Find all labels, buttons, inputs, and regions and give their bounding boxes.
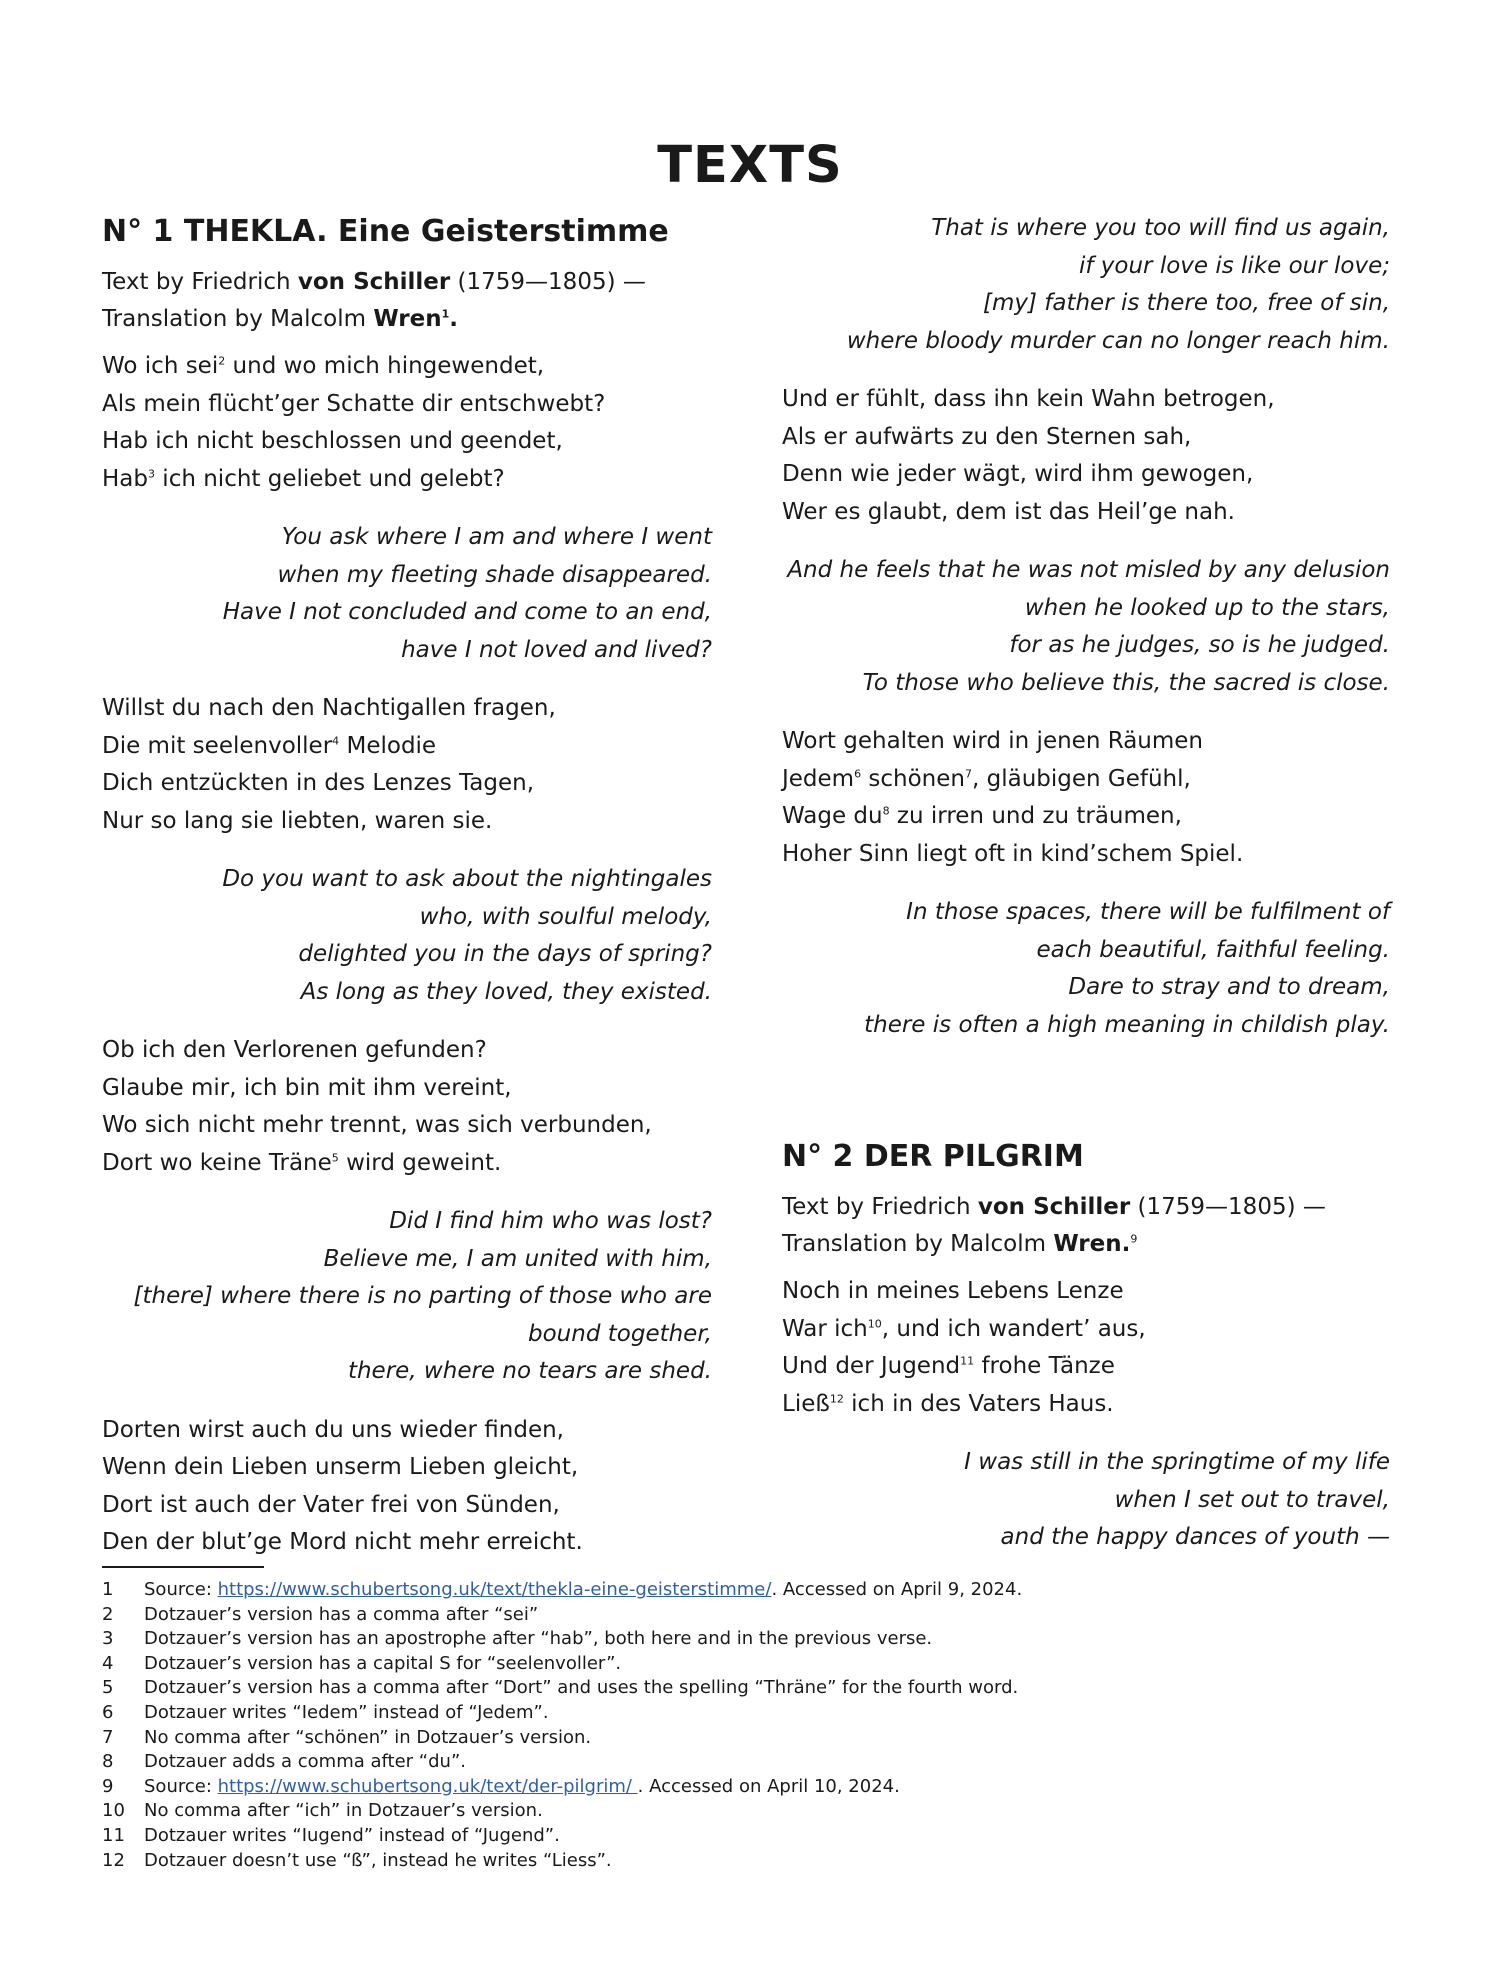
footnote-ref: 6 bbox=[854, 766, 862, 780]
verse-line: As long as they loved, they existed. bbox=[300, 978, 712, 1005]
verse-line: Als er aufwärts zu den Sternen sah, bbox=[782, 423, 1192, 450]
verse-line: You ask where I am and where I went bbox=[281, 524, 712, 550]
verse-line: Dort ist auch der Vater frei von Sünden, bbox=[102, 1491, 560, 1518]
verse-line: Wage $du^8$ zu irren und zu träumen, bbox=[782, 803, 1182, 829]
stanza-translation bbox=[782, 552, 1390, 702]
verse-line: Die mit seelenvoller$^4$ Melodie bbox=[102, 732, 437, 759]
verse-line: for as he judges, so is he judged. bbox=[1009, 632, 1390, 658]
verse-line: Noch in meines Lebens Lenze bbox=[782, 1278, 1124, 1304]
footnote: 4 Dotzauer’s version has a capital S for “seelenvoller”. bbox=[102, 1652, 622, 1674]
verse-line: Willst du nach den Nachtigallen fragen, bbox=[102, 695, 556, 721]
verse-line: Und der Jugend$^{11}$ frohe Tänze bbox=[782, 1353, 1115, 1379]
footnote-ref: 7 bbox=[965, 766, 972, 780]
stanza-translation bbox=[782, 894, 1390, 1044]
verse-line: where bloody murder can no longer reach him. bbox=[846, 327, 1390, 354]
footnote-ref: 12 bbox=[829, 1391, 844, 1405]
verse-line: each beautiful, faithful feeling. bbox=[1036, 936, 1390, 963]
stanza-translation bbox=[782, 1444, 1390, 1557]
verse-line: To those who believe this, the sacred is close. bbox=[862, 669, 1390, 696]
footnote-ref: 3 bbox=[148, 466, 155, 480]
verse-line: Dorten wirst auch du uns wieder finden, bbox=[102, 1416, 564, 1443]
verse-line: and the happy dances of youth — bbox=[1000, 1524, 1390, 1550]
verse-line: Wer es glaubt, dem ist das Heil’ge nah. bbox=[782, 498, 1235, 525]
verse-line: when I set out to travel, bbox=[1114, 1486, 1390, 1513]
stanza-original bbox=[782, 723, 1390, 873]
verse-line: Nur so lang sie liebten, waren sie. bbox=[102, 807, 493, 834]
verse-line: have I not loved and lived? bbox=[401, 636, 712, 663]
footnote: 5 Dotzauer’s version has a comma after “Dort” and uses the spelling “Thräne” for the fourth word. bbox=[102, 1677, 1019, 1699]
stanza-translation bbox=[102, 519, 712, 669]
verse-line: who, with soulful melody, bbox=[419, 903, 712, 930]
footnote: 3 Dotzauer’s version has an apostrophe after “hab”, both here and in the previous verse. bbox=[102, 1628, 933, 1650]
verse-line: Ließ$^{12}$ ich in des Vaters Haus. bbox=[782, 1390, 1114, 1417]
verse-line: Denn wie jeder wägt, wird ihm gewogen, bbox=[782, 461, 1254, 487]
right-column bbox=[782, 210, 1390, 1578]
verse-line: Do you want to ask about the nightingales bbox=[222, 866, 712, 892]
verse-line: I was still in the springtime of my life bbox=[964, 1449, 1390, 1475]
verse-line: Wo ich sei$^2$ und wo mich hingewendet, bbox=[102, 353, 545, 379]
footnote-ref: 2 bbox=[218, 354, 226, 368]
song-credit: Text by Friedrich von Schiller (1759—1805) — Translation by Malcolm Wren.$^9$ bbox=[782, 1194, 1326, 1257]
song-title: N° 1 THEKLA. Eine Geisterstimme bbox=[102, 214, 669, 249]
verse-line: Believe me, I am united with him, bbox=[323, 1245, 712, 1272]
footnote-ref: 9 bbox=[1130, 1232, 1138, 1246]
verse-line: Wo sich nicht mehr trennt, was sich verbunden, bbox=[102, 1112, 652, 1138]
verse-line: Jedem$^6$ schönen$^7$, gläubigen Gefühl, bbox=[782, 765, 1191, 792]
verse-line: Wort gehalten wird in jenen Räumen bbox=[782, 728, 1203, 754]
footnote-ref: 5 bbox=[331, 1150, 339, 1164]
verse-line: when my fleeting shade disappeared. bbox=[277, 561, 712, 588]
verse-line: Glaube mir, ich bin mit ihm vereint, bbox=[102, 1074, 512, 1101]
verse-line: Und er fühlt, dass ihn kein Wahn betrogen, bbox=[782, 386, 1275, 412]
footnotes bbox=[102, 1578, 1402, 1873]
verse-line: Dich entzückten in des Lenzes Tagen, bbox=[102, 770, 535, 796]
verse-line: there is often a high meaning in childish play. bbox=[864, 1011, 1390, 1038]
footnote: 12 Dotzauer doesn’t use “ß”, instead he writes “Liess”. bbox=[102, 1849, 612, 1871]
verse-line: [there] where there is no parting of those who are bound together, bbox=[133, 1283, 712, 1347]
verse-line: Dort wo keine Träne$^5$ wird geweint. bbox=[102, 1149, 502, 1176]
verse-line: Hoher Sinn liegt oft in kind’schem Spiel. bbox=[782, 840, 1244, 867]
verse-line: there, where no tears are shed. bbox=[347, 1358, 712, 1384]
footnote: 9 Source: https://www.schubertsong.uk/text/der-pilgrim/ . Accessed on April 10, 2024. bbox=[102, 1775, 900, 1797]
stanza-translation bbox=[102, 1203, 712, 1391]
stanza-translation bbox=[102, 861, 712, 1011]
verse-line: if your love is like our love; bbox=[1079, 252, 1390, 279]
footnote: 6 Dotzauer writes “Iedem” instead of “Jedem”. bbox=[102, 1701, 549, 1723]
stanza-original bbox=[102, 348, 712, 498]
song-title: N° 2 DER PILGRIM bbox=[782, 1139, 1084, 1174]
footnote-ref: 8 bbox=[882, 804, 890, 818]
verse-line: Did I find him who was lost? bbox=[389, 1208, 712, 1234]
footnote-source-link[interactable]: https://www.schubertsong.uk/text/der-pilgrim/ bbox=[217, 1775, 638, 1797]
footnote-rule bbox=[102, 1566, 264, 1568]
footnote: 11 Dotzauer writes “Iugend” instead of “Jugend”. bbox=[102, 1824, 560, 1846]
stanza-original bbox=[102, 690, 712, 840]
verse-line: Dare to stray and to dream, bbox=[1068, 974, 1390, 1000]
stanza-original bbox=[782, 1273, 1390, 1423]
footnote: 1 Source: https://www.schubertsong.uk/text/thekla-eine-geisterstimme/. Accessed on April 9, 2024. bbox=[102, 1579, 1023, 1600]
verse-line: In those spaces, there will be fulfilment of bbox=[906, 899, 1390, 925]
stanza-original bbox=[102, 1032, 712, 1182]
stanza-original bbox=[782, 381, 1390, 531]
footnote-ref: 10 bbox=[867, 1316, 882, 1330]
footnote: 7 No comma after “schönen” in Dotzauer’s version. bbox=[102, 1726, 592, 1748]
verse-line: Hab ich nicht beschlossen und geendet, bbox=[102, 428, 563, 454]
stanza-translation bbox=[782, 210, 1390, 360]
page-title: TEXTS bbox=[657, 136, 843, 196]
footnote: 8 Dotzauer adds a comma after “du”. bbox=[102, 1751, 466, 1773]
footnote: 10 No comma after “ich” in Dotzauer’s version. bbox=[102, 1800, 543, 1822]
footnote-ref: 11 bbox=[960, 1354, 975, 1368]
verse-line: [my] father is there too, free of sin, bbox=[982, 290, 1390, 316]
footnote-ref: 4 bbox=[332, 733, 340, 747]
verse-line: delighted you in the days of spring? bbox=[298, 941, 712, 967]
footnote: 2 Dotzauer’s version has a comma after “sei” bbox=[102, 1603, 539, 1625]
verse-line: Hab$^3$ ich nicht geliebet und gelebt? bbox=[102, 465, 505, 492]
footnote-source-link[interactable]: https://www.schubertsong.uk/text/thekla-eine-geisterstimme/ bbox=[217, 1579, 772, 1600]
verse-line: Als mein flücht’ger Schatte dir entschwebt? bbox=[102, 390, 606, 417]
verse-line: Wenn dein Lieben unserm Lieben gleicht, bbox=[102, 1454, 579, 1480]
verse-line: Den der blut’ge Mord nicht mehr erreicht. bbox=[102, 1529, 583, 1555]
left-column bbox=[102, 210, 712, 1583]
song-credit: Text by Friedrich von Schiller (1759—1805) — Translation by Malcolm Wren$^1$. bbox=[102, 269, 646, 332]
verse-line: And he feels that he was not misled by any delusion bbox=[787, 557, 1390, 583]
verse-line: when he looked up to the stars, bbox=[1024, 594, 1390, 621]
verse-line: War ich$^{10}$, und ich wandert’ aus, bbox=[782, 1315, 1146, 1342]
verse-line: That is where you too will find us again, bbox=[931, 215, 1390, 241]
stanza-original bbox=[102, 1412, 712, 1562]
verse-line: Ob ich den Verlorenen gefunden? bbox=[102, 1037, 487, 1063]
verse-line: Have I not concluded and come to an end, bbox=[222, 599, 712, 625]
